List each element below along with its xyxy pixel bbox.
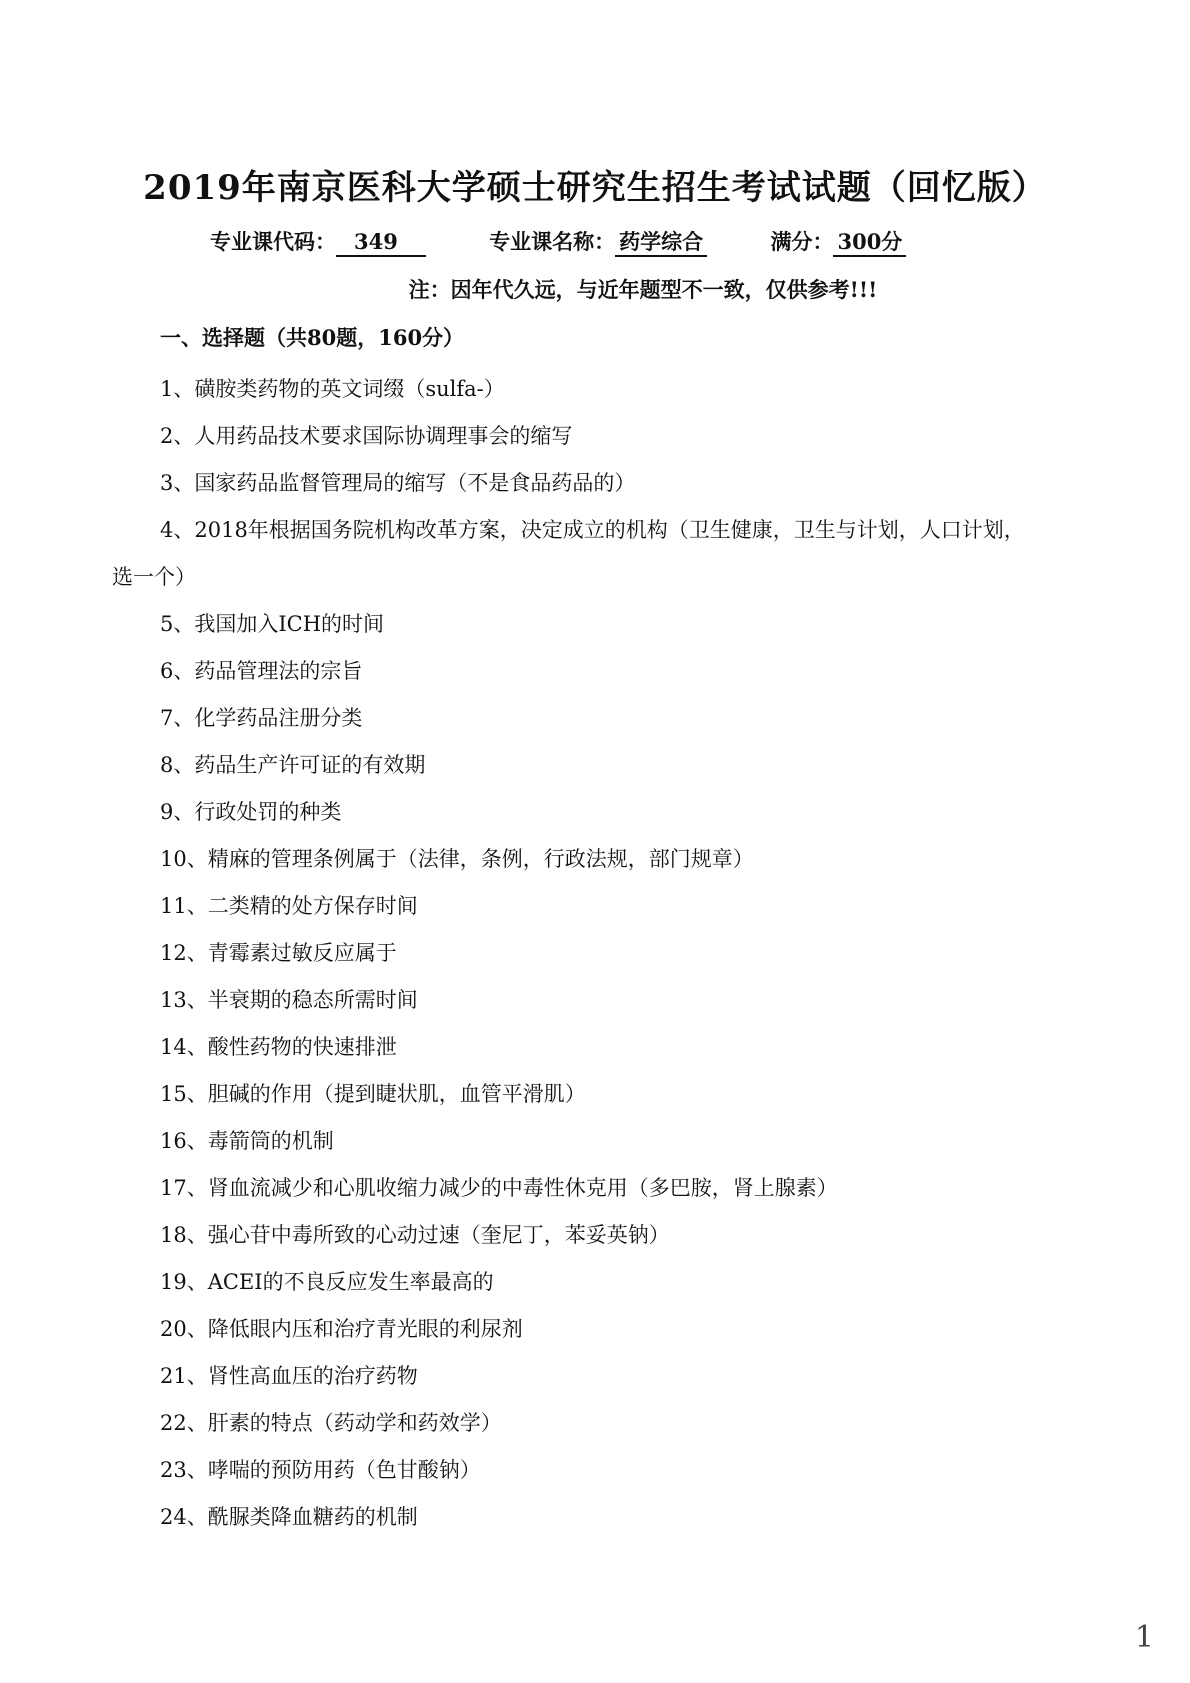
question-item: 13、半衰期的稳态所需时间 bbox=[160, 988, 418, 1012]
question-item: 24、酰脲类降血糖药的机制 bbox=[160, 1505, 418, 1529]
question-item: 2、人用药品技术要求国际协调理事会的缩写 bbox=[160, 424, 573, 448]
question-item: 8、药品生产许可证的有效期 bbox=[160, 753, 426, 777]
question-item: 12、青霉素过敏反应属于 bbox=[160, 941, 397, 965]
question-item: 20、降低眼内压和治疗青光眼的利尿剂 bbox=[160, 1317, 523, 1341]
question-item: 21、肾性高血压的治疗药物 bbox=[160, 1364, 418, 1388]
question-item: 9、行政处罚的种类 bbox=[160, 800, 342, 824]
question-item: 19、ACEI的不良反应发生率最高的 bbox=[160, 1270, 494, 1294]
full-score bbox=[770, 226, 906, 257]
question-item: 11、二类精的处方保存时间 bbox=[160, 894, 418, 918]
course-name-value: 药学综合 bbox=[615, 229, 707, 257]
course-name-label: 专业课名称： bbox=[489, 229, 616, 254]
section-title: 一、选择题（共80题，160分） bbox=[160, 325, 465, 350]
exam-note: 注：因年代久远，与近年题型不一致，仅供参考!!! bbox=[408, 277, 878, 302]
question-item: 16、毒箭筒的机制 bbox=[160, 1129, 334, 1153]
page-number: 1 bbox=[1134, 1620, 1154, 1655]
question-item: 15、胆碱的作用（提到睫状肌，血管平滑肌） bbox=[160, 1082, 586, 1106]
question-item: 4、2018年根据国务院机构改革方案，决定成立的机构（卫生健康，卫生与计划，人口计划，选一个） bbox=[112, 518, 1025, 589]
page-title: 2019年南京医科大学硕士研究生招生考试试题（回忆版） bbox=[143, 168, 1047, 208]
question-item: 1、磺胺类药物的英文词缀（sulfa-） bbox=[160, 377, 505, 401]
question-item: 14、酸性药物的快速排泄 bbox=[160, 1035, 397, 1059]
course-code bbox=[210, 226, 426, 257]
question-item: 17、肾血流减少和心肌收缩力减少的中毒性休克用（多巴胺，肾上腺素） bbox=[160, 1176, 838, 1200]
question-item: 5、我国加入ICH的时间 bbox=[160, 612, 385, 636]
question-item: 7、化学药品注册分类 bbox=[160, 706, 363, 730]
full-score-label: 满分： bbox=[770, 229, 834, 254]
question-item: 10、精麻的管理条例属于（法律，条例，行政法规，部门规章） bbox=[160, 847, 754, 871]
question-list bbox=[112, 366, 1032, 1541]
full-score-value: 300分 bbox=[833, 229, 906, 257]
course-code-value: 349 bbox=[336, 229, 426, 257]
course-name bbox=[489, 226, 707, 257]
course-code-label: 专业课代码： bbox=[210, 229, 336, 254]
question-item: 23、哮喘的预防用药（色甘酸钠） bbox=[160, 1458, 481, 1482]
exam-meta bbox=[210, 226, 962, 257]
question-item: 18、强心苷中毒所致的心动过速（奎尼丁，苯妥英钠） bbox=[160, 1223, 670, 1247]
question-item: 22、肝素的特点（药动学和药效学） bbox=[160, 1411, 502, 1435]
question-item: 6、药品管理法的宗旨 bbox=[160, 659, 363, 683]
question-item: 3、国家药品监督管理局的缩写（不是食品药品的） bbox=[160, 471, 636, 495]
